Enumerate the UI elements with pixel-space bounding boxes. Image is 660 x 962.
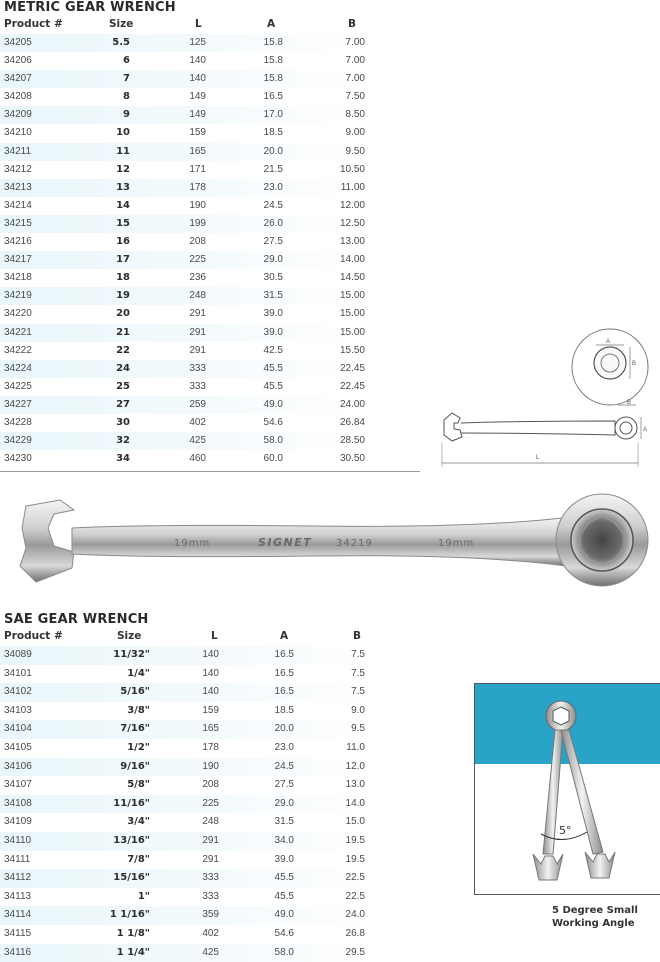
metric-table-row — [0, 88, 420, 106]
sae-cell-product: 34104 — [4, 723, 32, 735]
metric-table-row — [0, 143, 420, 161]
sae-table-row — [0, 888, 440, 907]
metric-cell-a: 45.5 — [263, 380, 283, 392]
sae-cell-product: 34105 — [4, 741, 32, 753]
metric-cell-b: 8.50 — [345, 109, 365, 121]
metric-cell-b: 28.50 — [339, 435, 365, 447]
metric-cell-b: 12.00 — [339, 199, 365, 211]
sae-table-row — [0, 776, 440, 795]
sae-header-l: L — [211, 630, 218, 642]
sae-cell-b: 14.0 — [345, 797, 365, 809]
sae-table-row — [0, 869, 440, 888]
sae-cell-product: 34089 — [4, 649, 32, 660]
wrench-open-end — [20, 500, 74, 582]
sae-table-row — [0, 906, 440, 925]
metric-cell-size: 15 — [116, 217, 130, 229]
sae-header-size: Size — [117, 630, 142, 642]
sae-cell-b: 9.0 — [351, 704, 365, 716]
metric-cell-l: 140 — [189, 73, 206, 85]
metric-table-row — [0, 34, 420, 52]
sae-cell-a: 54.6 — [274, 927, 294, 939]
metric-cell-size: 14 — [116, 199, 130, 211]
sae-cell-product: 34110 — [4, 834, 32, 846]
sae-cell-l: 159 — [202, 704, 219, 716]
sae-cell-size: 7/8" — [127, 853, 150, 865]
metric-cell-size: 21 — [116, 326, 130, 338]
sae-cell-b: 12.0 — [345, 760, 365, 772]
sae-cell-l: 248 — [202, 816, 219, 828]
sae-cell-b: 19.5 — [345, 853, 365, 865]
sae-cell-size: 3/4" — [127, 816, 150, 828]
metric-cell-l: 236 — [189, 272, 206, 284]
sae-cell-b: 29.5 — [345, 946, 365, 958]
sae-cell-size: 13/16" — [113, 834, 150, 846]
metric-cell-size: 5.5 — [112, 37, 130, 48]
metric-table-row — [0, 360, 420, 378]
metric-table-row — [0, 432, 420, 450]
metric-table-row — [0, 179, 420, 197]
metric-cell-b: 24.00 — [339, 398, 365, 410]
metric-cell-size: 32 — [116, 435, 130, 447]
metric-cell-size: 34 — [116, 453, 130, 465]
metric-cell-b: 30.50 — [339, 453, 365, 465]
sae-cell-a: 16.5 — [274, 686, 294, 698]
sae-cell-a: 45.5 — [274, 890, 294, 902]
metric-cell-size: 7 — [123, 73, 130, 85]
sae-cell-l: 190 — [202, 760, 219, 772]
metric-cell-l: 149 — [189, 91, 206, 103]
sae-header-product: Product # — [4, 630, 63, 642]
metric-cell-a: 23.0 — [263, 181, 283, 193]
sae-cell-l: 359 — [202, 909, 219, 921]
metric-cell-l: 125 — [189, 37, 206, 48]
metric-cell-b: 22.45 — [339, 380, 365, 392]
metric-cell-product: 34221 — [4, 326, 32, 338]
metric-cell-a: 39.0 — [263, 326, 283, 338]
metric-cell-l: 291 — [189, 326, 206, 338]
metric-cell-a: 15.8 — [263, 55, 283, 67]
metric-cell-size: 17 — [116, 254, 130, 266]
metric-cell-size: 18 — [116, 272, 130, 284]
sae-cell-a: 34.0 — [274, 834, 294, 846]
sae-cell-product: 34106 — [4, 760, 32, 772]
metric-cell-size: 10 — [116, 127, 130, 139]
metric-cell-a: 21.5 — [263, 163, 283, 175]
sae-section-title: SAE GEAR WRENCH — [4, 612, 149, 627]
sae-cell-l: 140 — [202, 667, 219, 679]
metric-cell-product: 34217 — [4, 254, 32, 266]
wrench-handle — [72, 518, 566, 566]
metric-cell-b: 9.00 — [345, 127, 365, 139]
sae-cell-b: 15.0 — [345, 816, 365, 828]
metric-cell-b: 7.50 — [345, 91, 365, 103]
metric-cell-l: 291 — [189, 308, 206, 320]
sae-cell-product: 34101 — [4, 667, 32, 679]
sae-table-row — [0, 813, 440, 832]
metric-cell-b: 13.00 — [339, 236, 365, 248]
metric-cell-size: 6 — [123, 55, 130, 67]
metric-cell-product: 34220 — [4, 308, 32, 320]
metric-cell-product: 34213 — [4, 181, 32, 193]
metric-cell-a: 54.6 — [263, 416, 283, 428]
metric-header-a: A — [267, 18, 276, 30]
metric-table-row — [0, 161, 420, 179]
metric-cell-a: 27.5 — [263, 236, 283, 248]
sae-cell-product: 34112 — [4, 872, 32, 884]
angle-wrenches-illustration — [475, 684, 660, 894]
sae-cell-product: 34109 — [4, 816, 32, 828]
metric-table-row — [0, 251, 420, 269]
metric-cell-size: 9 — [123, 109, 130, 121]
sae-cell-product: 34102 — [4, 686, 32, 698]
metric-cell-size: 11 — [116, 145, 130, 157]
metric-cell-product: 34215 — [4, 217, 32, 229]
metric-cell-l: 425 — [189, 435, 206, 447]
head-detail-circle — [572, 329, 648, 405]
sae-cell-product: 34108 — [4, 797, 32, 809]
sae-cell-a: 39.0 — [274, 853, 294, 865]
metric-table-row — [0, 450, 420, 468]
sae-cell-size: 15/16" — [113, 872, 150, 884]
metric-table-row — [0, 52, 420, 70]
wrench-brand-marking: SIGNET — [258, 536, 313, 549]
sae-cell-a: 16.5 — [274, 667, 294, 679]
sae-cell-a: 23.0 — [274, 741, 294, 753]
metric-cell-size: 19 — [116, 290, 130, 302]
sae-cell-a: 29.0 — [274, 797, 294, 809]
metric-cell-product: 34218 — [4, 272, 32, 284]
metric-cell-a: 24.5 — [263, 199, 283, 211]
sae-table-row — [0, 758, 440, 777]
metric-cell-size: 13 — [116, 181, 130, 193]
metric-table-row — [0, 197, 420, 215]
wrench-model-marking: 34219 — [336, 538, 373, 549]
metric-cell-size: 20 — [116, 308, 130, 320]
metric-cell-a: 29.0 — [263, 254, 283, 266]
metric-table-row — [0, 287, 420, 305]
sae-cell-size: 3/8" — [127, 704, 150, 716]
metric-cell-a: 20.0 — [263, 145, 283, 157]
metric-table-row — [0, 414, 420, 432]
metric-header-product: Product # — [4, 18, 63, 30]
metric-cell-size: 12 — [116, 163, 130, 175]
wrench-photo — [14, 488, 646, 598]
sae-cell-a: 16.5 — [274, 649, 294, 660]
sae-table-row — [0, 683, 440, 702]
metric-cell-product: 34207 — [4, 73, 32, 85]
wrench-ring-end — [556, 494, 648, 586]
sae-cell-size: 1/4" — [127, 667, 150, 679]
metric-table-row — [0, 233, 420, 251]
sae-cell-size: 1 1/4" — [116, 946, 150, 958]
sae-cell-l: 225 — [202, 797, 219, 809]
sae-cell-size: 5/8" — [127, 779, 150, 791]
metric-table-row — [0, 269, 420, 287]
sae-header-a: A — [280, 630, 289, 642]
sae-cell-size: 5/16" — [120, 686, 150, 698]
metric-cell-a: 42.5 — [263, 344, 283, 356]
metric-table-row — [0, 396, 420, 414]
metric-cell-a: 30.5 — [263, 272, 283, 284]
sae-table-row — [0, 702, 440, 721]
sae-cell-a: 24.5 — [274, 760, 294, 772]
metric-cell-l: 159 — [189, 127, 206, 139]
metric-cell-l: 333 — [189, 380, 206, 392]
detail-label-b: B — [632, 361, 637, 367]
metric-cell-b: 14.50 — [339, 272, 365, 284]
metric-cell-b: 11.00 — [340, 181, 365, 193]
metric-table-row — [0, 324, 420, 342]
metric-cell-b: 7.00 — [345, 55, 365, 67]
metric-cell-b: 12.50 — [339, 217, 365, 229]
wrench-outline-drawing — [442, 400, 647, 467]
metric-cell-product: 34229 — [4, 435, 32, 447]
metric-header-b: B — [348, 18, 357, 30]
metric-cell-size: 8 — [123, 91, 130, 103]
wrench-marking-right: 19mm — [438, 538, 475, 549]
metric-cell-size: 16 — [116, 236, 130, 248]
sae-cell-size: 9/16" — [120, 760, 150, 772]
sae-table-row — [0, 795, 440, 814]
metric-table-bottom-rule — [0, 471, 420, 472]
angle-caption-line2: Working Angle — [552, 918, 635, 929]
sae-table — [0, 628, 440, 962]
sae-cell-l: 208 — [202, 779, 219, 791]
metric-cell-a: 15.8 — [263, 37, 283, 48]
metric-cell-product: 34224 — [4, 362, 32, 374]
sae-cell-b: 7.5 — [351, 667, 365, 679]
metric-cell-l: 165 — [189, 145, 206, 157]
sae-cell-b: 22.5 — [345, 890, 365, 902]
metric-cell-a: 60.0 — [263, 453, 283, 465]
sae-cell-b: 19.5 — [345, 834, 365, 846]
metric-cell-l: 190 — [189, 199, 206, 211]
metric-cell-a: 17.0 — [263, 109, 283, 121]
metric-cell-b: 26.84 — [339, 416, 365, 428]
sae-table-header — [0, 628, 440, 646]
metric-cell-product: 34209 — [4, 109, 32, 121]
metric-cell-a: 45.5 — [263, 362, 283, 374]
sae-table-row — [0, 646, 440, 665]
metric-cell-product: 34205 — [4, 37, 32, 48]
metric-cell-l: 460 — [189, 453, 206, 465]
angle-photo-frame — [474, 683, 660, 895]
sae-cell-size: 1/2" — [127, 741, 150, 753]
angle-caption — [552, 904, 638, 930]
sae-cell-b: 24.0 — [345, 909, 365, 921]
sae-cell-l: 425 — [202, 946, 219, 958]
dimension-diagram — [430, 325, 660, 473]
metric-cell-size: 22 — [116, 344, 130, 356]
outline-label-a: A — [643, 427, 648, 433]
outline-label-b: B — [627, 400, 632, 406]
metric-table — [0, 16, 420, 468]
metric-cell-l: 178 — [189, 181, 206, 193]
metric-cell-a: 26.0 — [263, 217, 283, 229]
sae-table-row — [0, 851, 440, 870]
metric-cell-product: 34230 — [4, 453, 32, 465]
sae-cell-size: 1 1/8" — [116, 927, 150, 939]
sae-cell-b: 7.5 — [351, 686, 365, 698]
sae-table-row — [0, 832, 440, 851]
sae-cell-product: 34115 — [4, 927, 32, 939]
metric-cell-b: 15.50 — [339, 344, 365, 356]
sae-cell-product: 34103 — [4, 704, 32, 716]
metric-cell-b: 15.00 — [339, 290, 365, 302]
metric-cell-b: 22.45 — [339, 362, 365, 374]
sae-cell-product: 34116 — [4, 946, 32, 958]
sae-cell-b: 26.8 — [345, 927, 365, 939]
sae-cell-a: 27.5 — [274, 779, 294, 791]
metric-table-row — [0, 342, 420, 360]
metric-cell-l: 225 — [189, 254, 206, 266]
metric-cell-product: 34219 — [4, 290, 32, 302]
sae-cell-l: 333 — [202, 890, 219, 902]
metric-cell-l: 248 — [189, 290, 206, 302]
sae-cell-a: 58.0 — [274, 946, 294, 958]
metric-table-header — [0, 16, 420, 34]
outline-label-l: L — [536, 455, 540, 461]
metric-section-title: METRIC GEAR WRENCH — [4, 0, 176, 15]
metric-cell-l: 259 — [189, 398, 206, 410]
sae-cell-a: 18.5 — [274, 704, 294, 716]
metric-cell-a: 58.0 — [263, 435, 283, 447]
sae-cell-l: 140 — [202, 686, 219, 698]
sae-cell-a: 31.5 — [274, 816, 294, 828]
sae-cell-product: 34111 — [4, 853, 31, 865]
metric-cell-product: 34225 — [4, 380, 32, 392]
metric-cell-l: 208 — [189, 236, 206, 248]
metric-cell-b: 14.00 — [339, 254, 365, 266]
sae-cell-product: 34114 — [4, 909, 32, 921]
metric-table-row — [0, 378, 420, 396]
sae-table-row — [0, 665, 440, 684]
metric-table-row — [0, 106, 420, 124]
metric-cell-l: 199 — [189, 217, 206, 229]
metric-cell-l: 171 — [189, 163, 206, 175]
metric-cell-product: 34214 — [4, 199, 32, 211]
sae-cell-size: 1 1/16" — [109, 909, 150, 921]
metric-cell-product: 34206 — [4, 55, 32, 67]
metric-cell-l: 333 — [189, 362, 206, 374]
sae-cell-b: 22.5 — [345, 872, 365, 884]
sae-cell-a: 45.5 — [274, 872, 294, 884]
sae-cell-size: 7/16" — [120, 723, 150, 735]
metric-cell-l: 140 — [189, 55, 206, 67]
metric-cell-product: 34210 — [4, 127, 32, 139]
metric-cell-l: 291 — [189, 344, 206, 356]
metric-cell-product: 34222 — [4, 344, 32, 356]
metric-cell-b: 15.00 — [339, 326, 365, 338]
metric-cell-size: 30 — [116, 416, 130, 428]
metric-cell-product: 34216 — [4, 236, 32, 248]
sae-cell-product: 34113 — [4, 890, 32, 902]
sae-cell-size: 11/32" — [113, 649, 150, 660]
angle-caption-line1: 5 Degree Small — [552, 905, 638, 916]
sae-cell-l: 178 — [202, 741, 219, 753]
metric-cell-size: 25 — [116, 380, 130, 392]
metric-cell-product: 34228 — [4, 416, 32, 428]
sae-cell-b: 7.5 — [351, 649, 365, 660]
sae-cell-product: 34107 — [4, 779, 32, 791]
sae-cell-b: 9.5 — [351, 723, 365, 735]
sae-cell-a: 49.0 — [274, 909, 294, 921]
sae-table-row — [0, 739, 440, 758]
metric-table-row — [0, 70, 420, 88]
sae-cell-l: 140 — [202, 649, 219, 660]
sae-cell-b: 13.0 — [345, 779, 365, 791]
metric-cell-a: 49.0 — [263, 398, 283, 410]
sae-cell-a: 20.0 — [274, 723, 294, 735]
metric-cell-l: 402 — [189, 416, 206, 428]
sae-cell-size: 11/16" — [113, 797, 150, 809]
metric-header-size: Size — [109, 18, 134, 30]
metric-cell-a: 18.5 — [263, 127, 283, 139]
angle-label: 5° — [559, 824, 572, 837]
metric-cell-product: 34212 — [4, 163, 32, 175]
metric-header-l: L — [195, 18, 202, 30]
wrench-marking-left: 19mm — [174, 538, 211, 549]
metric-cell-a: 15.8 — [263, 73, 283, 85]
sae-table-row — [0, 720, 440, 739]
sae-cell-l: 165 — [202, 723, 219, 735]
detail-label-a: A — [606, 339, 611, 345]
sae-cell-l: 291 — [202, 834, 219, 846]
metric-cell-b: 15.00 — [339, 308, 365, 320]
metric-cell-b: 7.00 — [345, 73, 365, 85]
metric-cell-product: 34211 — [4, 145, 32, 157]
metric-table-row — [0, 215, 420, 233]
metric-cell-size: 27 — [116, 398, 130, 410]
metric-cell-b: 7.00 — [345, 37, 365, 48]
metric-table-row — [0, 305, 420, 323]
metric-cell-a: 31.5 — [263, 290, 283, 302]
sae-header-b: B — [353, 630, 362, 642]
metric-cell-product: 34227 — [4, 398, 32, 410]
metric-cell-b: 10.50 — [339, 163, 365, 175]
sae-cell-l: 333 — [202, 872, 219, 884]
metric-cell-product: 34208 — [4, 91, 32, 103]
sae-table-row — [0, 925, 440, 944]
sae-cell-b: 11.0 — [346, 741, 365, 753]
metric-cell-a: 39.0 — [263, 308, 283, 320]
sae-table-row — [0, 944, 440, 962]
metric-cell-a: 16.5 — [263, 91, 283, 103]
metric-cell-l: 149 — [189, 109, 206, 121]
metric-cell-b: 9.50 — [345, 145, 365, 157]
metric-table-row — [0, 124, 420, 142]
sae-cell-l: 402 — [202, 927, 219, 939]
sae-cell-l: 291 — [202, 853, 219, 865]
sae-cell-size: 1" — [137, 890, 150, 902]
metric-cell-size: 24 — [116, 362, 130, 374]
